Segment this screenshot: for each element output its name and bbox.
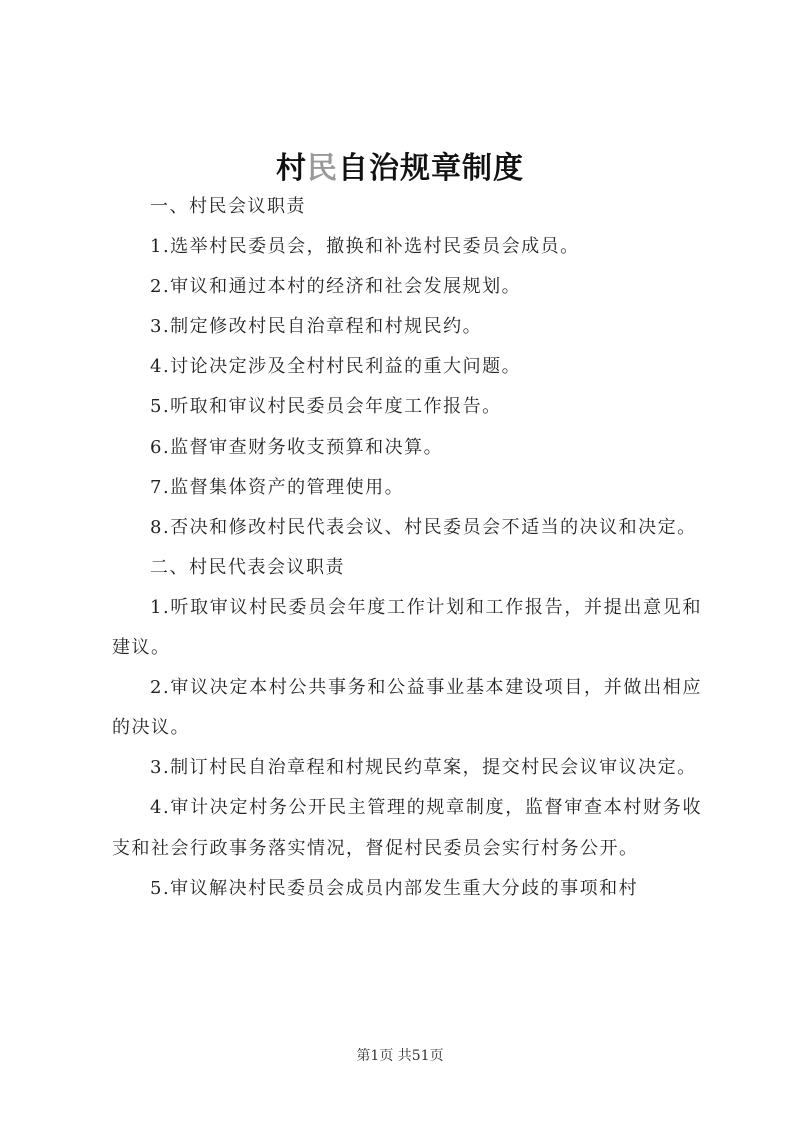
paragraph: 1.听取审议村民委员会年度工作计划和工作报告，并提出意见和建议。 (112, 596, 702, 659)
page-number: 第1页 共51页 (356, 1048, 444, 1064)
document-title (0, 143, 800, 187)
paragraph: 8.否决和修改村民代表会议、村民委员会不适当的决议和决定。 (150, 516, 697, 538)
paragraph: 5.审议解决村民委员会成员内部发生重大分歧的事项和村 (150, 877, 639, 899)
paragraph: 6.监督审查财务收支预算和决算。 (150, 436, 444, 458)
title-part: 自治规章制度 (338, 151, 524, 186)
paragraph: 4.审计决定村务公开民主管理的规章制度，监督审查本村财务收支和社会行政事务落实情况，督促村民委员会实行村务公开。 (112, 797, 702, 859)
paragraph: 2.审议和通过本村的经济和社会发展规划。 (150, 276, 522, 298)
section-heading: 二、村民代表会议职责 (150, 556, 345, 578)
paragraph: 3.制定修改村民自治章程和村规民约。 (150, 316, 483, 338)
section-heading: 一、村民会议职责 (150, 196, 306, 217)
paragraph: 2.审议决定本村公共事务和公益事业基本建设项目，并做出相应的决议。 (112, 677, 702, 739)
title-part: 村 (276, 151, 307, 186)
paragraph: 3.制订村民自治章程和村规民约草案，提交村民会议审议决定。 (150, 757, 697, 779)
paragraph: 7.监督集体资产的管理使用。 (150, 476, 405, 498)
title-part-gray: 民 (307, 151, 338, 186)
paragraph: 4.讨论决定涉及全村村民利益的重大问题。 (150, 356, 522, 378)
document-body (112, 187, 702, 909)
paragraph: 1.选举村民委员会，撤换和补选村民委员会成员。 (150, 236, 580, 258)
paragraph: 5.听取和审议村民委员会年度工作报告。 (150, 396, 502, 418)
